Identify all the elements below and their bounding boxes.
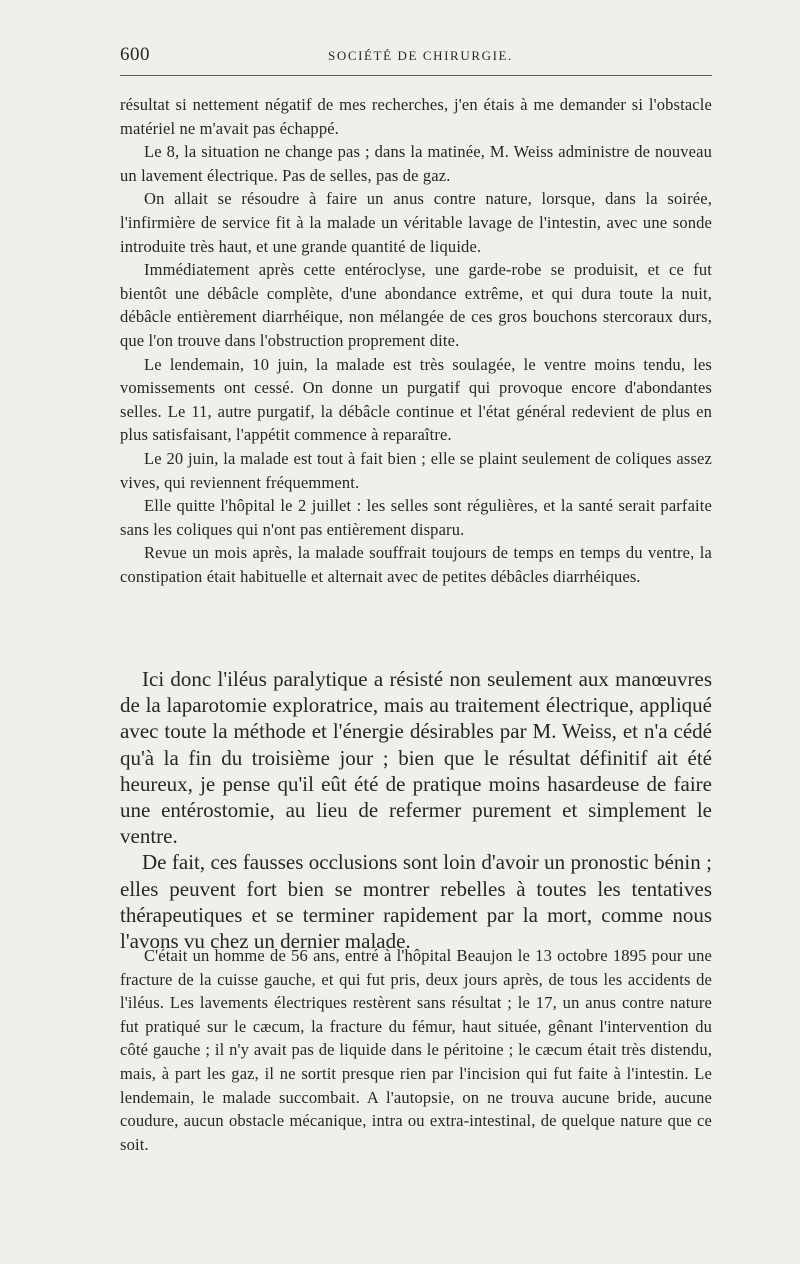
running-title: SOCIÉTÉ DE CHIRURGIE.: [328, 48, 513, 63]
discussion-section: [120, 666, 712, 954]
page-number: 600: [120, 44, 150, 65]
second-case-section: [120, 944, 712, 1156]
paragraph: Le 20 juin, la malade est tout à fait bien ; elle se plaint seulement de coliques assez vives, qui reviennent fréquemment.: [120, 448, 712, 492]
header-rule: [120, 75, 712, 76]
paragraph: Immédiatement après cette entéroclyse, une garde-robe se produisit, et ce fut bientôt une débâcle complète, d'une abondance extrême, et qui dura toute la nuit, débâcle entièrement diarrhéique, non mélangée de ces gros bouchons stercoraux durs, que l'on trouve dans l'obstruction proprement dite.: [120, 260, 712, 350]
case-report-section: [120, 93, 712, 588]
paragraph: De fait, ces fausses occlusions sont loin d'avoir un pronostic bénin ; elles peuvent fort bien se montrer rebelles à toutes les tentatives thérapeutiques et se terminer rapidement par la mort, comme nous l'avons vu chez un dernier malade.: [120, 850, 712, 954]
paragraph: Le 8, la situation ne change pas ; dans la matinée, M. Weiss administre de nouveau un lavement électrique. Pas de selles, pas de gaz.: [120, 142, 712, 185]
page-header: [120, 44, 712, 74]
paragraph: C'était un homme de 56 ans, entré à l'hôpital Beaujon le 13 octobre 1895 pour une fracture de la cuisse gauche, et qui fut pris, deux jours après, de tous les accidents de l'iléus. Les lavements électriques restèrent sans résultat ; le 17, un anus contre nature fut pratiqué sur le cæcum, la fracture du fémur, haut située, gênant l'intervention du côté gauche ; il n'y avait pas de liquide dans le péritoine ; le cæcum était très distendu, mais, à part les gaz, il ne sortit presque rien par l'incision qui fut faite à l'intestin. Le lendemain, le malade succombait. A l'autopsie, on ne trouva aucune bride, aucune coudure, aucun obstacle mécanique, intra ou extra-intestinal, de quelque nature que ce soit.: [120, 946, 712, 1154]
paragraph: Le lendemain, 10 juin, la malade est très soulagée, le ventre moins tendu, les vomissements ont cessé. On donne un purgatif qui provoque encore d'abondantes selles. Le 11, autre purgatif, la débâcle continue et l'état général redevient de plus en plus satisfaisant, l'appétit commence à reparaître.: [120, 354, 712, 445]
paragraph: résultat si nettement négatif de mes recherches, j'en étais à me demander si l'obstacle matériel ne m'avait pas échappé.: [120, 95, 712, 138]
paragraph: On allait se résoudre à faire un anus contre nature, lorsque, dans la soirée, l'infirmière de service fit à la malade un véritable lavage de l'intestin, avec une sonde introduite très haut, et une grande quantité de liquide.: [120, 189, 712, 256]
paragraph: Revue un mois après, la malade souffrait toujours de temps en temps du ventre, la constipation était habituelle et alternait avec de petites débâcles diarrhéiques.: [120, 543, 712, 586]
paragraph: Ici donc l'iléus paralytique a résisté non seulement aux manœuvres de la laparotomie exploratrice, mais au traitement électrique, appliqué avec toute la méthode et l'énergie désirables par M. Weiss, et n'a cédé qu'à la fin du troisième jour ; bien que le résultat définitif ait été heureux, je pense qu'il eût été de pratique moins hasardeuse de faire une entérostomie, au lieu de refermer purement et simplement le ventre.: [120, 667, 712, 849]
paragraph: Elle quitte l'hôpital le 2 juillet : les selles sont régulières, et la santé serait parfaite sans les coliques qui n'ont pas entièrement disparu.: [120, 496, 712, 539]
